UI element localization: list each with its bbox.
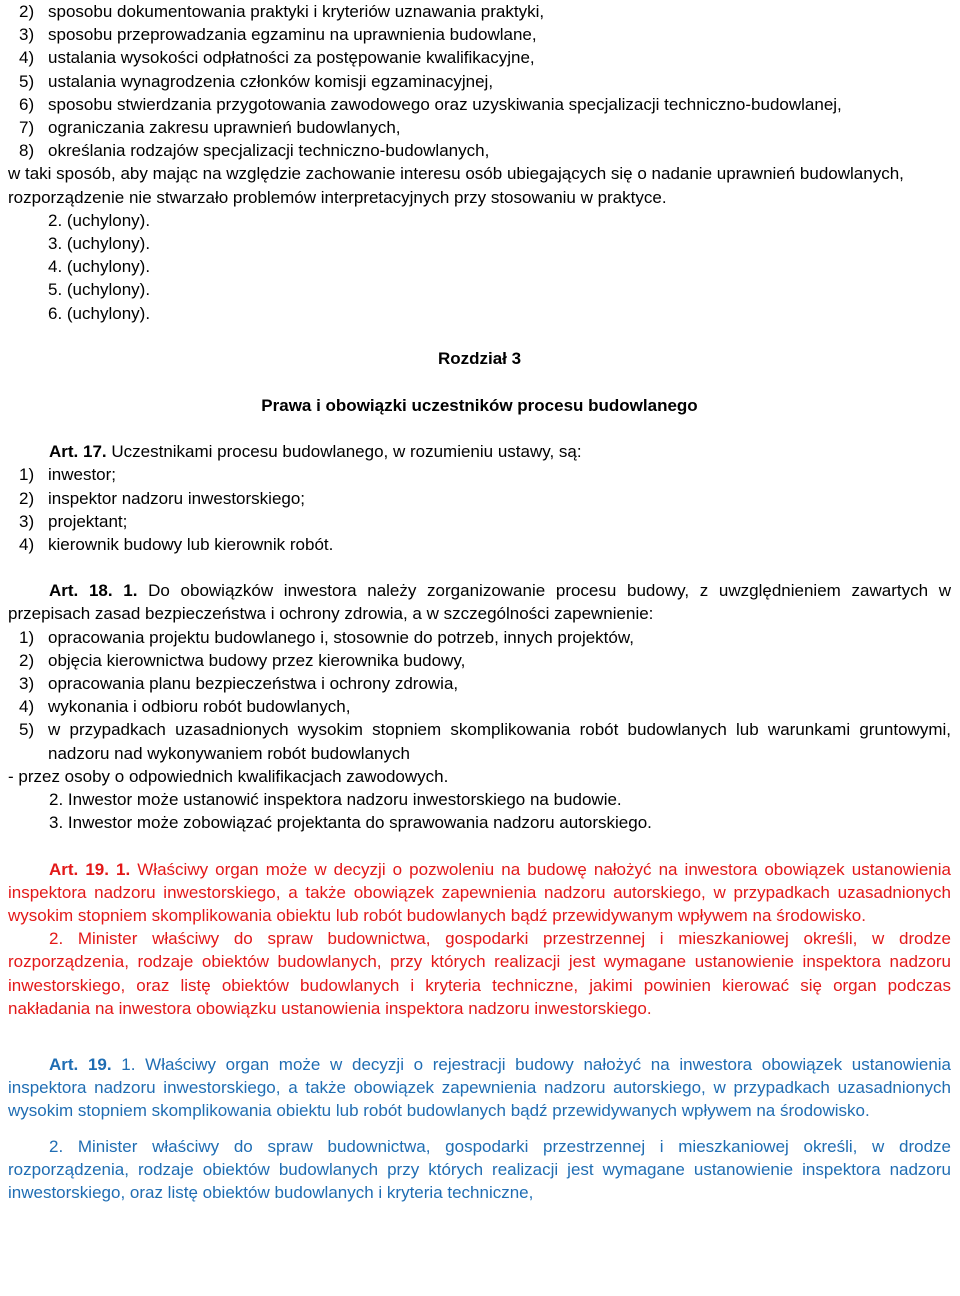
article-label: Art. 18. 1. [49, 581, 138, 601]
list-item: 3) sposobu przeprowadzania egzaminu na uprawnienia budowlane, [19, 25, 537, 45]
art18-paragraph-3: 3. Inwestor może zobowiązać projektanta do sprawowania nadzoru autorskiego. [49, 813, 652, 833]
article-label: Art. 17. [49, 442, 107, 462]
article-18: Art. 18. 1. Do obowiązków inwestora należy zorganizowanie procesu budowy, z uwzględnieniem zawartych w przepisach zasad bezpieczeństwa i ochrony zdrowia, a w szczególności zapewnienie: 1) opracowania projektu budowlanego i, stosownie do potrzeb, innych projektów, 2) objęcia kierownictwa budowy przez kierownika budowy, 3) opracowania planu bezpieczeństwa i ochrony zdrowia, 4) wykonania i odbioru robót budowlanych, 5) w przypadkach uzasadnionych wysokim stopniem skomplikowania robót budowlanych lub warunkami gruntowymi, nadzoru nad wykonywaniem robót budowlanych - przez osoby o odpowiednich kwalifikacjach zawodowych. 2. Inwestor może ustanowić inspektora nadzoru inwestorskiego na budowie. 3. Inwestor może zobowiązać projektanta do sprawowania nadzoru autorskiego. [8, 579, 951, 834]
list-item: 4) kierownik budowy lub kierownik robót. [19, 535, 334, 555]
repealed-item: 4. (uchylony). [48, 257, 151, 277]
repealed-item: 2. (uchylony). [48, 210, 151, 230]
list-item: 1) opracowania projektu budowlanego i, stosownie do potrzeb, innych projektów, [19, 627, 634, 647]
top-list [8, 0, 951, 162]
list-item: 2) inspektor nadzoru inwestorskiego; [19, 488, 306, 508]
chapter-subtitle: Prawa i obowiązki uczestników procesu budowlanego [261, 396, 698, 416]
article-label: Art. 19. [49, 1054, 112, 1074]
art18-paragraph-2: 2. Inwestor może ustanowić inspektora nadzoru inwestorskiego na budowie. [49, 790, 622, 810]
list-item: 5) ustalania wynagrodzenia członków komisji egzaminacyjnej, [19, 71, 494, 91]
list-item: 7) ograniczania zakresu uprawnień budowlanych, [19, 118, 401, 138]
list-item: 4) ustalania wysokości odpłatności za postępowanie kwalifikacyjne, [19, 48, 535, 68]
list-item: 5) w przypadkach uzasadnionych wysokim stopniem skomplikowania robót budowlanych lub warunkami gruntowymi, nadzoru nad wykonywaniem robót budowlanych [19, 720, 951, 763]
repealed-item: 3. (uchylony). [48, 234, 151, 254]
article-19-new: Art. 19. 1. Właściwy organ może w decyzji o rejestracji budowy nałożyć na inwestora obowiązek ustanowienia inspektora nadzoru inwestorskiego, a także obowiązek zapewnienia nadzoru autorskiego, w przypadkach uzasadnionych wysokim stopniem skomplikowania obiektu lub robót budowlanych bądź przewidywanych wpływem na środowisko. 2. Minister właściwy do spraw budownictwa, gospodarki przestrzennej i mieszkaniowej określi, w drodze rozporządzenia, rodzaje obiektów budowlanych przy których realizacji jest wymagane ustanowienie inspektora nadzoru inwestorskiego, oraz listę obiektów budowlanych i kryteria techniczne, [8, 1053, 951, 1204]
list-item: 2) sposobu dokumentowania praktyki i kryteriów uznawania praktyki, [19, 2, 545, 21]
list-item: 8) określania rodzajów specjalizacji techniczno-budowlanych, [19, 141, 490, 161]
article-17: Art. 17. Uczestnikami procesu budowlanego, w rozumieniu ustawy, są: 1) inwestor; 2) inspektor nadzoru inwestorskiego; 3) projektant; 4) kierownik budowy lub kierownik robót. [8, 440, 951, 556]
art19-new-paragraph-2: 2. Minister właściwy do spraw budownictwa, gospodarki przestrzennej i mieszkaniowej określi, w drodze rozporządzenia, rodzaje obiektów budowlanych przy których realizacji jest wymagane ustanowienie inspektora nadzoru inwestorskiego, oraz listę obiektów budowlanych i kryteria techniczne, [8, 1136, 951, 1202]
article-label: Art. 19. 1. [49, 859, 131, 879]
repealed-item: 5. (uchylony). [48, 280, 151, 300]
top-closing-paragraph: w taki sposób, aby mając na względzie zachowanie interesu osób ubiegających się o nadanie uprawnień budowlanych, rozporządzenie nie stwarzało problemów interpretacyjnych przy stosowaniu w praktyce. [8, 164, 904, 207]
list-item: 2) objęcia kierownictwa budowy przez kierownika budowy, [19, 650, 466, 670]
chapter-title: Rozdział 3 [437, 348, 522, 368]
list-item: 3) opracowania planu bezpieczeństwa i ochrony zdrowia, [19, 674, 459, 694]
article-19-old: Art. 19. 1. Właściwy organ może w decyzji o pozwoleniu na budowę nałożyć na inwestora obowiązek ustanowienia inspektora nadzoru inwestorskiego, a także obowiązek zapewnienia nadzoru autorskiego, w przypadkach uzasadnionych wysokim stopniem skomplikowania obiektu lub robót budowlanych bądź przewidywanym wpływem na środowisko. 2. Minister właściwy do spraw budownictwa, gospodarki przestrzennej i mieszkaniowej określi, w drodze rozporządzenia, rodzaje obiektów budowlanych, przy których realizacji jest wymagane ustanowienie inspektora nadzoru inwestorskiego, oraz listę obiektów budowlanych i kryteria techniczne, jakimi powinien kierować się organ podczas nakładania na inwestora obowiązku ustanowienia inspektora nadzoru inwestorskiego. [8, 858, 951, 1020]
list-item: 4) wykonania i odbioru robót budowlanych, [19, 697, 351, 717]
list-item: 1) inwestor; [19, 465, 117, 485]
list-item: 6) sposobu stwierdzania przygotowania zawodowego oraz uzyskiwania specjalizacji techniczno-budowlanej, [19, 94, 842, 114]
art18-closing: - przez osoby o odpowiednich kwalifikacjach zawodowych. [8, 766, 449, 786]
repealed-list [8, 209, 951, 325]
list-item: 3) projektant; [19, 511, 128, 531]
art19-old-paragraph-2: 2. Minister właściwy do spraw budownictwa, gospodarki przestrzennej i mieszkaniowej określi, w drodze rozporządzenia, rodzaje obiektów budowlanych, przy których realizacji jest wymagane ustanowienie inspektora nadzoru inwestorskiego, oraz listę obiektów budowlanych i kryteria techniczne, jakimi powinien kierować się organ podczas nakładania na inwestora obowiązku ustanowienia inspektora nadzoru inwestorskiego. [8, 929, 951, 1018]
repealed-item: 6. (uchylony). [48, 303, 151, 323]
